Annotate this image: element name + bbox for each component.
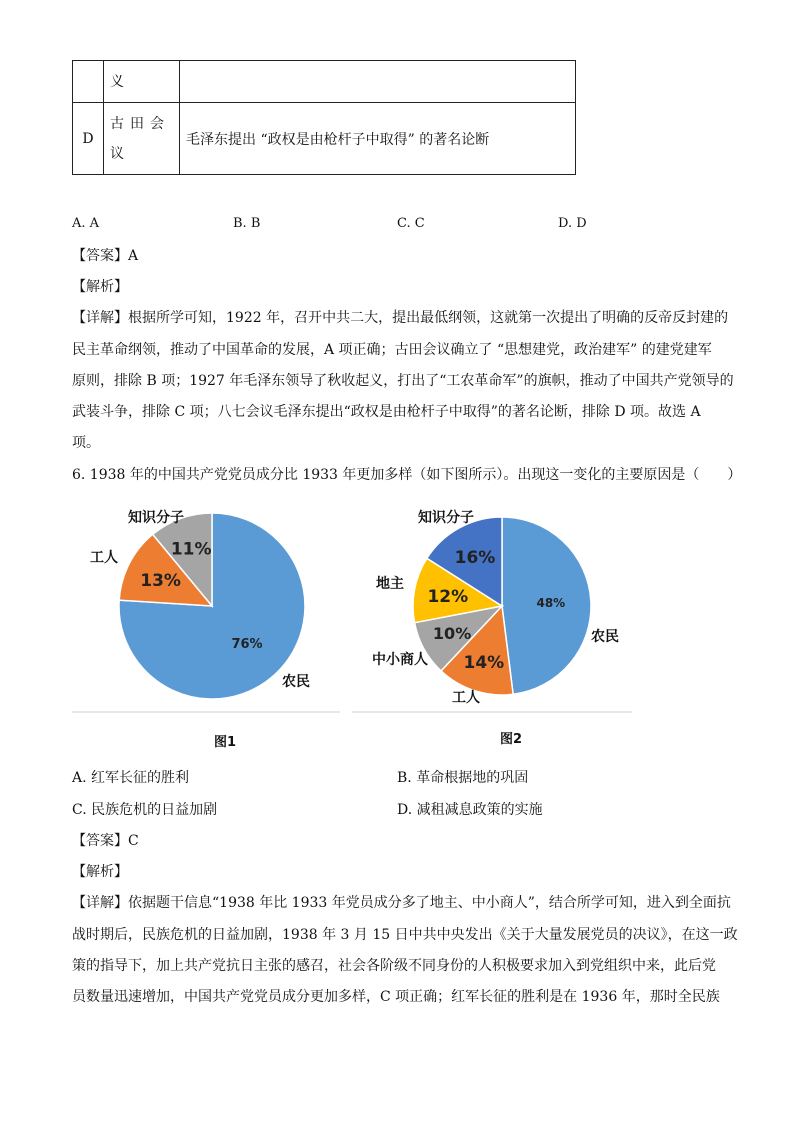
q5-option-d: D. D bbox=[558, 216, 587, 231]
q6-analysis-label: 【解析】 bbox=[72, 864, 128, 880]
q5-detail-line: 武装斗争，排除 C 项；八七会议毛泽东提出“政权是由枪杆子中取得”的著名论断，排除 D 项。故选 A bbox=[72, 404, 701, 420]
q6-option-d: D. 减租减息政策的实施 bbox=[397, 802, 543, 818]
row-event bbox=[104, 103, 180, 175]
chart1-value-label-2: 11% bbox=[170, 539, 212, 560]
q6-answer: 【答案】C bbox=[72, 833, 139, 849]
row-letter: D bbox=[73, 103, 104, 175]
q6-option-a: A. 红军长征的胜利 bbox=[72, 770, 190, 786]
q5-detail-line: 项。 bbox=[72, 435, 100, 451]
q6-detail-line: 员数量迅速增加，中国共产党党员成分更加多样，C 项正确；红军长征的胜利是在 1936 年，那时全民族 bbox=[72, 989, 720, 1005]
chart2-category-label-2: 中小商人 bbox=[372, 652, 428, 668]
row-letter bbox=[73, 61, 104, 103]
chart2-value-label-4: 16% bbox=[454, 547, 496, 568]
chart1-category-label-0: 农民 bbox=[282, 674, 310, 690]
q5-option-c: C. C bbox=[397, 216, 425, 231]
q5-option-b: B. B bbox=[233, 216, 261, 231]
q6-option-b: B. 革命根据地的巩固 bbox=[397, 770, 529, 786]
chart-1-caption: 图1 bbox=[214, 735, 237, 750]
pie-chart-2 bbox=[352, 500, 632, 714]
chart1-category-label-2: 知识分子 bbox=[128, 510, 184, 526]
q5-analysis-label: 【解析】 bbox=[72, 279, 128, 295]
chart2-category-label-4: 知识分子 bbox=[418, 510, 474, 526]
q6-option-c: C. 民族危机的日益加剧 bbox=[72, 802, 218, 818]
row-event: 义 bbox=[104, 61, 180, 103]
chart2-value-label-3: 12% bbox=[427, 586, 469, 607]
q6-detail-line: 策的指导下，加上共产党抗日主张的感召，社会各阶级不同身份的人积极要求加入到党组织中来，此后党 bbox=[72, 958, 716, 974]
chart2-value-label-1: 14% bbox=[463, 652, 505, 673]
chart2-category-label-1: 工人 bbox=[452, 690, 480, 706]
q5-detail-line: 民主革命纲领，推动了中国革命的发展，A 项正确；古田会议确立了 “思想建党，政治建军” 的建党建军 bbox=[72, 342, 712, 358]
pie-chart-1 bbox=[72, 500, 340, 714]
row-content: 毛泽东提出 “政权是由枪杆子中取得” 的著名论断 bbox=[180, 103, 576, 175]
chart2-value-label-2: 10% bbox=[432, 624, 472, 644]
q6-detail-line: 战时期后，民族危机的日益加剧，1938 年 3 月 15 日中共中央发出《关于大量发展党员的决议》，在这一政 bbox=[72, 927, 738, 943]
q5-answer: 【答案】A bbox=[72, 248, 139, 264]
q5-option-a: A. A bbox=[72, 216, 100, 231]
chart-2-caption: 图2 bbox=[500, 732, 523, 747]
q6-stem: 6. 1938 年的中国共产党党员成分比 1933 年更加多样（如下图所示）。出现这一变化的主要原因是（ ） bbox=[72, 467, 742, 483]
table-row bbox=[73, 103, 576, 175]
options-table bbox=[72, 60, 576, 175]
row-event-line2: 议 bbox=[110, 145, 130, 162]
chart2-category-label-0: 农民 bbox=[591, 629, 619, 645]
q6-detail-line: 【详解】依据题干信息“1938 年比 1933 年党员成分多了地主、中小商人”，结合所学可知，进入到全面抗 bbox=[72, 895, 731, 911]
chart1-value-label-1: 13% bbox=[140, 570, 181, 591]
table-row bbox=[73, 61, 576, 103]
row-event-line1: 古田会 bbox=[110, 115, 170, 132]
chart2-value-label-0: 48% bbox=[536, 596, 566, 611]
chart1-category-label-1: 工人 bbox=[90, 550, 118, 566]
q5-detail-line: 【详解】根据所学可知，1922 年，召开中共二大，提出最低纲领，这就第一次提出了明确的反帝反封建的 bbox=[72, 310, 729, 326]
chart2-category-label-3: 地主 bbox=[376, 576, 404, 592]
q5-detail-line: 原则，排除 B 项；1927 年毛泽东领导了秋收起义，打出了“工农革命军”的旗帜，推动了中国共产党领导的 bbox=[72, 373, 734, 389]
chart1-value-label-0: 76% bbox=[231, 636, 263, 652]
row-content bbox=[180, 61, 576, 103]
